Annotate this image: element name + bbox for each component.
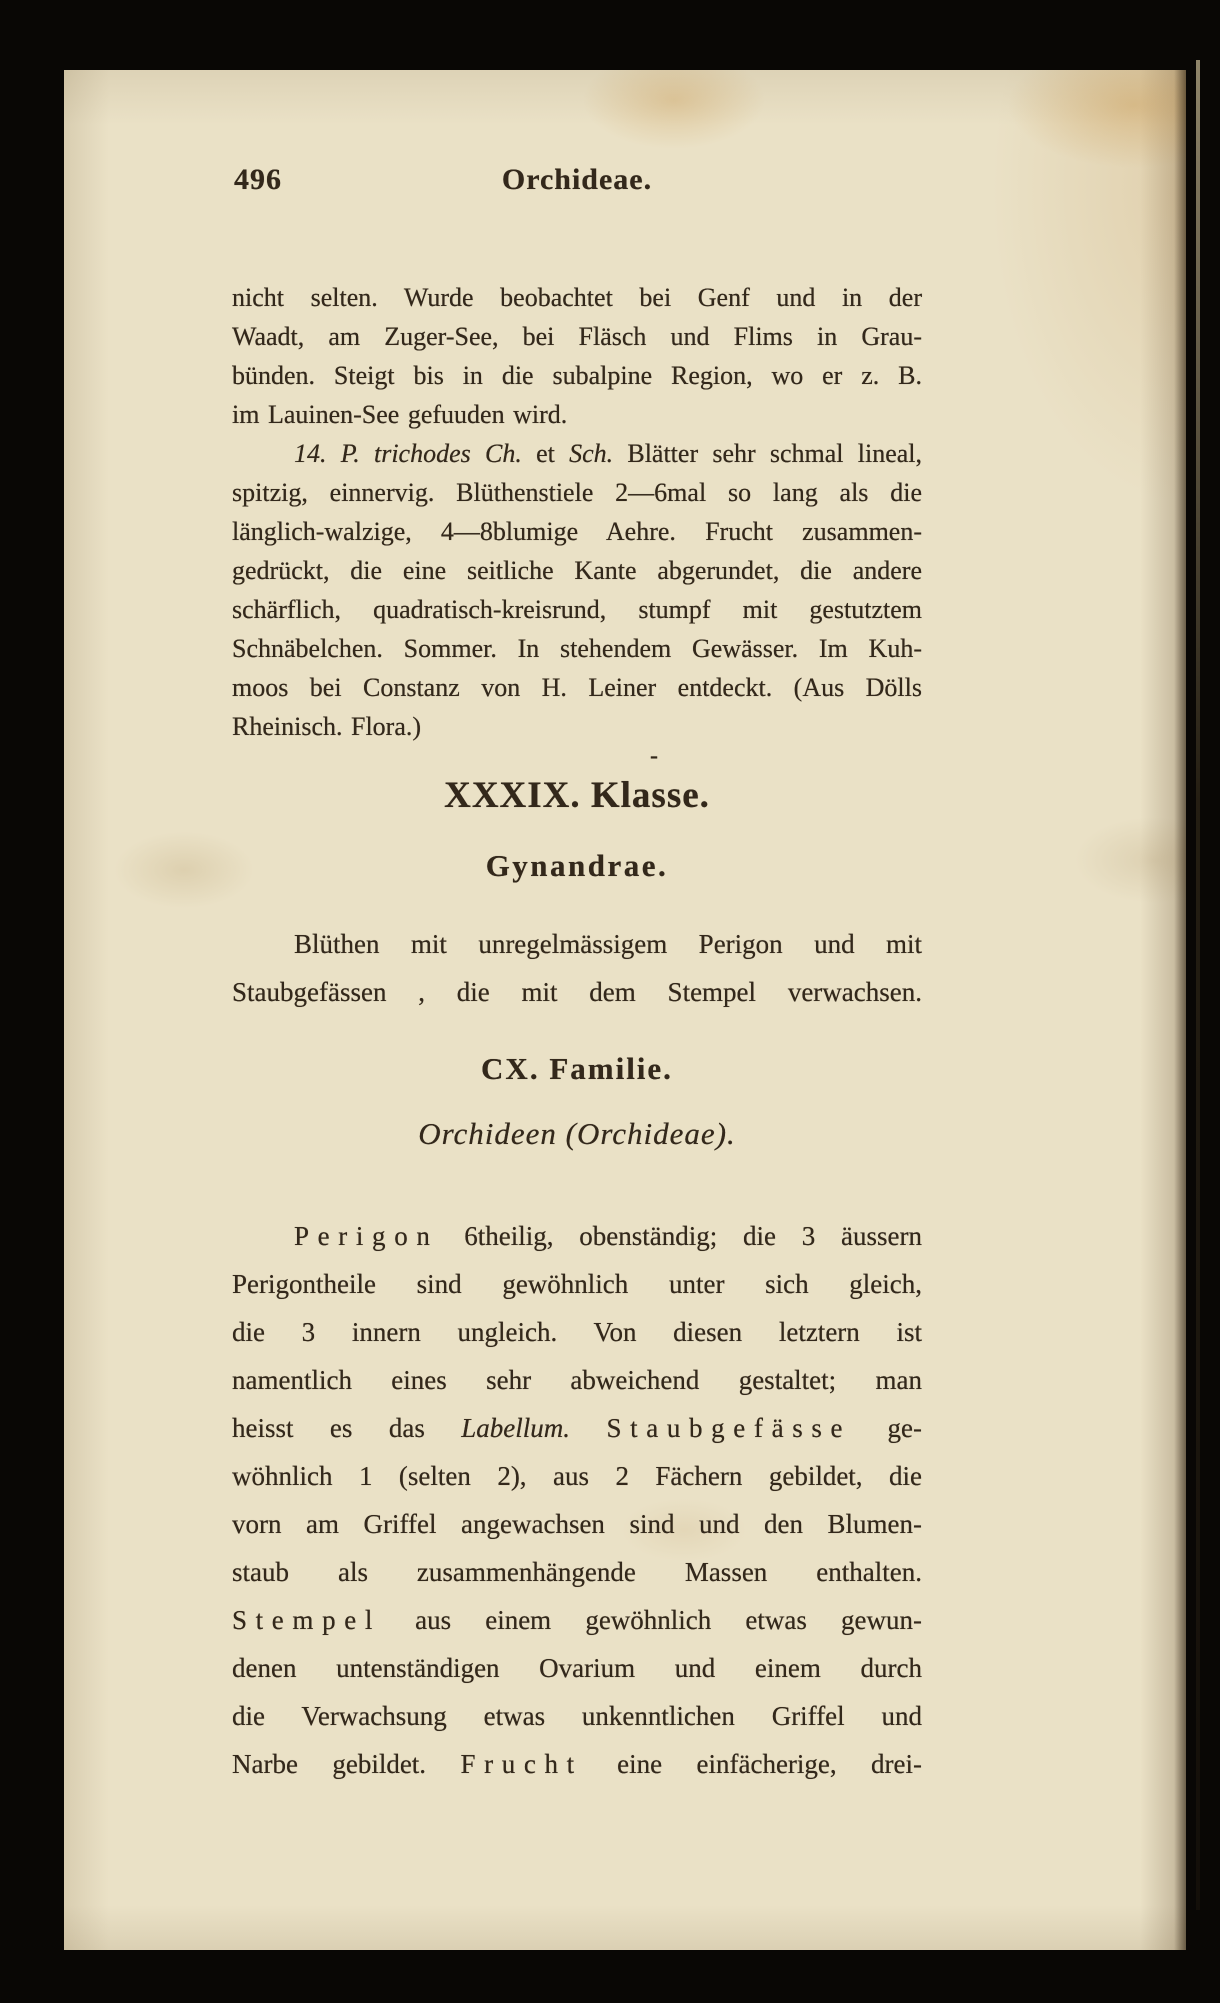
text-run: wöhnlich 1 (selten 2), aus 2 Fächern gebildet, die <box>232 1461 922 1491</box>
text-line <box>232 473 922 512</box>
text-line <box>232 512 922 551</box>
text-line <box>232 395 922 434</box>
text-run: Rheinisch. Flora.) <box>232 712 422 741</box>
text-line <box>232 1596 922 1644</box>
text-run: Perigontheile sind gewöhnlich unter sich gleich, <box>232 1269 922 1299</box>
text-line <box>232 1692 922 1740</box>
text-run: Blüthen mit unregelmässigem Perigon und mit <box>294 929 922 959</box>
text-run: staub als zusammenhängende Massen enthalten. <box>232 1557 922 1587</box>
page-number: 496 <box>234 163 282 196</box>
text-line <box>232 1500 922 1548</box>
text-run: die 3 innern ungleich. Von diesen letztern ist <box>232 1317 922 1347</box>
spaced-text: Stempel <box>232 1605 381 1635</box>
paragraph-class-description <box>232 920 922 1016</box>
text-line <box>232 1308 922 1356</box>
text-line <box>232 1356 922 1404</box>
heading-gynandrae: Gynandrae. <box>485 848 669 883</box>
text-run: Blätter sehr schmal lineal, <box>613 439 923 468</box>
paragraph-species-13-continuation <box>232 278 922 434</box>
text-run: die Verwachsung etwas unkenntlichen Griffel und <box>232 1701 922 1731</box>
text-run: ge- <box>851 1413 923 1443</box>
text-line <box>232 668 922 707</box>
text-line <box>232 1212 922 1260</box>
text-line <box>232 1260 922 1308</box>
text-run: nicht selten. Wurde beobachtet bei Genf und in der <box>232 283 922 312</box>
text-run: Narbe gebildet. <box>232 1749 461 1779</box>
text-run: 6theilig, obenständig; die 3 äussern <box>438 1221 922 1251</box>
text-run: länglich-walzige, 4—8blumige Aehre. Frucht zusammen- <box>232 517 922 546</box>
text-run: Waadt, am Zuger-See, bei Fläsch und Flims in Grau- <box>232 322 922 351</box>
italic-text: 14. P. trichodes Ch. <box>294 439 522 468</box>
text-run: eine einfächerige, drei- <box>582 1749 922 1779</box>
book-page <box>64 70 1186 1950</box>
running-title: Orchideae. <box>501 163 653 196</box>
page-header <box>232 158 922 202</box>
heading-orchideen: Orchideen (Orchideae). <box>418 1116 736 1151</box>
italic-text: Sch. <box>569 439 614 468</box>
text-blocks <box>232 278 922 1788</box>
text-line <box>232 1452 922 1500</box>
text-run: heisst es das <box>232 1413 462 1443</box>
text-run: aus einem gewöhnlich etwas gewun- <box>380 1605 922 1635</box>
text-run: namentlich eines sehr abweichend gestaltet; man <box>232 1365 922 1395</box>
text-run: Staubgefässen , die mit dem Stempel verwachsen. <box>232 977 922 1007</box>
text-line <box>232 1644 922 1692</box>
text-line <box>232 1404 922 1452</box>
heading-family-cx: CX. Familie. <box>481 1051 673 1086</box>
text-run: Schnäbelchen. Sommer. In stehendem Gewässer. Im Kuh- <box>232 634 922 663</box>
text-line <box>232 1548 922 1596</box>
text-line <box>232 356 922 395</box>
adjacent-page-edge <box>1196 60 1200 1910</box>
text-line <box>232 920 922 968</box>
text-line <box>232 590 922 629</box>
text-line <box>232 707 922 746</box>
page-content <box>232 158 922 1788</box>
spaced-text: Perigon <box>294 1221 439 1251</box>
text-run: moos bei Constanz von H. Leiner entdeckt. (Aus Dölls <box>232 673 922 702</box>
text-run <box>570 1413 606 1443</box>
text-run: schärflich, quadratisch-kreisrund, stumpf mit gestutztem <box>232 595 922 624</box>
text-line <box>232 551 922 590</box>
text-run: spitzig, einnervig. Blüthenstiele 2—6mal so lang als die <box>232 478 922 507</box>
text-line <box>232 629 922 668</box>
text-line <box>232 1740 922 1788</box>
text-run: bünden. Steigt bis in die subalpine Region, wo er z. B. <box>232 361 922 390</box>
text-run: denen untenständigen Ovarium und einem durch <box>232 1653 922 1683</box>
section-separator-dash: - <box>650 743 658 769</box>
text-run: im Lauinen-See gefuuden wird. <box>232 400 568 429</box>
text-line <box>232 434 922 473</box>
text-line <box>232 317 922 356</box>
spaced-text: Staubgefässe <box>606 1413 852 1443</box>
page-edge-shadow <box>1174 70 1186 1950</box>
text-run: vorn am Griffel angewachsen sind und den Blumen- <box>232 1509 922 1539</box>
text-run: et <box>521 439 570 468</box>
text-run: gedrückt, die eine seitliche Kante abgerundet, die andere <box>232 556 922 585</box>
paragraph-species-14-trichodes <box>232 434 922 746</box>
paragraph-family-description <box>232 1212 922 1788</box>
text-line <box>232 968 922 1016</box>
spaced-text: Frucht <box>460 1749 583 1779</box>
text-line <box>232 278 922 317</box>
heading-class-xxxix: XXXIX. Klasse. <box>444 775 710 816</box>
italic-text: Labellum. <box>461 1413 571 1443</box>
